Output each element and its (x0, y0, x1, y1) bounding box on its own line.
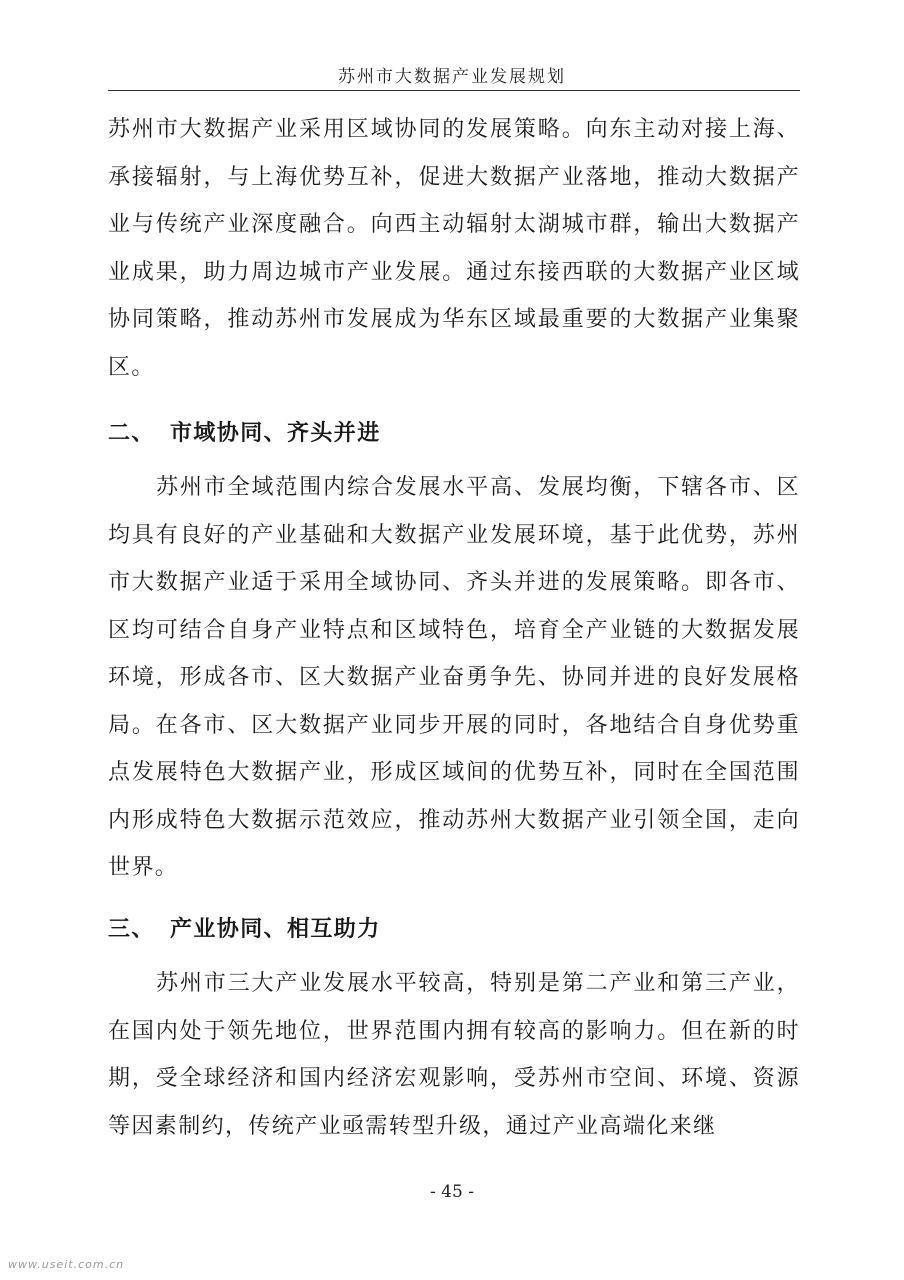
page-number: - 45 - (430, 1182, 474, 1202)
section-heading-3 (108, 912, 800, 943)
section-number: 二、 (108, 421, 155, 446)
paragraph-regional-strategy: 苏州市大数据产业采用区域协同的发展策略。向东主动对接上海、承接辐射，与上海优势互补，促进大数据产业落地，推动大数据产业与传统产业深度融合。向西主动辐射太湖城市群，输出大数据产业成果，助力周边城市产业发展。通过东接西联的大数据产业区域协同策略，推动苏州市发展成为华东区域最重要的大数据产业集聚区。 (108, 117, 800, 380)
paragraph-industry-synergy: 苏州市三大产业发展水平较高，特别是第二产业和第三产业，在国内处于领先地位，世界范围内拥有较高的影响力。但在新的时期，受全球经济和国内经济宏观影响，受苏州市空间、环境、资源等因素制约，传统产业亟需转型升级，通过产业高端化来继 (108, 971, 800, 1139)
section-title: 市域协同、齐头并进 (170, 421, 381, 446)
section-title: 产业协同、相互助力 (170, 917, 381, 942)
watermark: www.useit.com.cn (8, 1258, 125, 1271)
running-header-title: 苏州市大数据产业发展规划 (338, 67, 566, 87)
paragraph-city-synergy: 苏州市全域范围内综合发展水平高、发展均衡，下辖各市、区均具有良好的产业基础和大数据产业发展环境，基于此优势，苏州市大数据产业适于采用全域协同、齐头并进的发展策略。即各市、区均可结合自身产业特点和区域特色，培育全产业链的大数据发展环境，形成各市、区大数据产业奋勇争先、协同并进的良好发展格局。在各市、区大数据产业同步开展的同时，各地结合自身优势重点发展特色大数据产业，形成区域间的优势互补，同时在全国范围内形成特色大数据示范效应，推动苏州大数据产业引领全国，走向世界。 (108, 475, 800, 880)
section-heading-2 (108, 416, 800, 447)
header-divider (108, 90, 800, 91)
section-number: 三、 (108, 917, 155, 942)
